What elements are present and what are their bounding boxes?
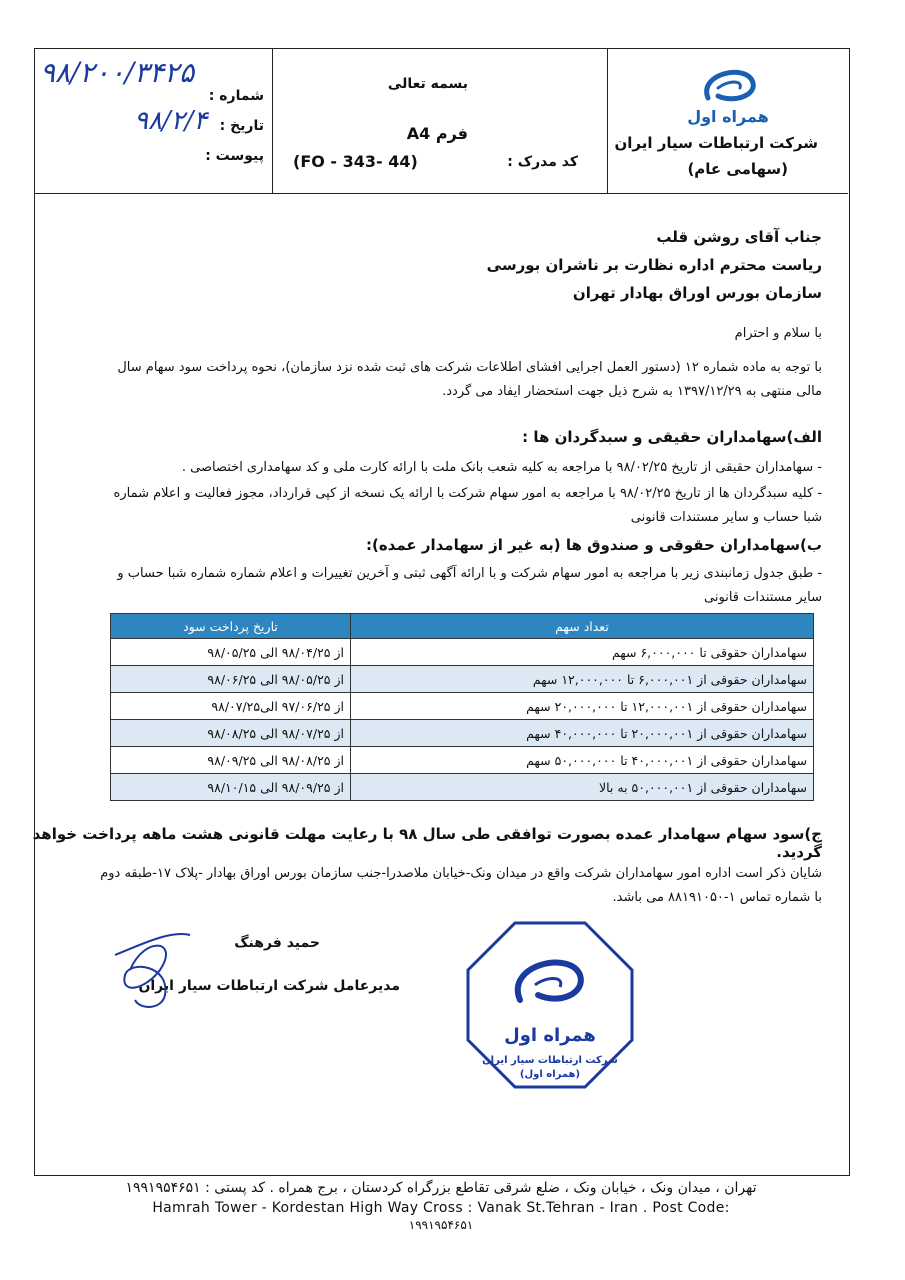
letter-header — [34, 48, 848, 194]
date-label: تاریخ : — [219, 118, 264, 134]
form-info-block — [272, 48, 608, 193]
greeting: با سلام و احترام — [734, 326, 822, 341]
stamp-logo-text: همراه اول — [504, 1025, 596, 1046]
logo-text: همراه اول — [687, 107, 769, 126]
doc-code-label: کد مدرک : — [507, 154, 578, 170]
bismillah: بسمه تعالی — [387, 76, 468, 92]
company-type: (سهامی عام) — [687, 160, 788, 178]
number-label: شماره : — [208, 88, 264, 104]
header-share-count: تعداد سهم — [351, 614, 814, 639]
stamp-subtitle: (همراه اول) — [519, 1069, 581, 1080]
payment-date-cell: از ۹۸/۰۷/۲۵ الی ۹۸/۰۸/۲۵ — [111, 720, 351, 747]
section-a-item-2: - کلیه سبدگردان ها از تاریخ ۹۸/۰۲/۲۵ با مراجعه به امور سهام شرکت با ارائه یک نسخه از کپی قرارداد، مجوز فعالیت و اعلام شماره شبا حساب و سایر مستندات قانونی — [113, 486, 822, 525]
footer-address-fa: تهران ، میدان ونک ، خیابان ونک ، ضلع شرقی تقاطع بزرگراه کردستان ، برج همراه . کد پستی : ۱۹۹۱۹۵۴۶۵۱ — [125, 1180, 757, 1196]
header-payment-date: تاریخ پرداخت سود — [111, 614, 351, 639]
section-a-title: الف)سهامداران حقیقی و سبدگردان ها : — [522, 428, 822, 446]
recipient-line-2: ریاست محترم اداره نظارت بر ناشران بورسی — [486, 256, 822, 274]
section-b-item-1: - طبق جدول زمانبندی زیر با مراجعه به امور سهام شرکت و با ارائه آگهی ثبتی و آخرین تغییرات و اعلام شماره شماره شبا حساب و سایر مستندات قانونی — [117, 566, 822, 605]
signatory-name: حمید فرهنگ — [234, 935, 320, 951]
table-row — [111, 639, 814, 666]
signature-icon — [100, 915, 210, 1015]
company-block — [607, 48, 848, 193]
footer-postcode: ۱۹۹۱۹۵۴۶۵۱ — [408, 1218, 474, 1232]
section-c: ج)سود سهام سهامدار عمده بصورت توافقی طی سال ۹۸ با رعایت مهلت قانونی هشت ماهه پرداخت خواهد گردید. — [32, 825, 822, 861]
company-stamp — [460, 915, 640, 1095]
stamp-octagon-icon — [460, 915, 640, 1095]
signatory-title: مدیرعامل شرکت ارتباطات سیار ایران — [138, 978, 400, 994]
letter-footer — [34, 1180, 848, 1232]
note-paragraph: شایان ذکر است اداره امور سهامداران شرکت واقع در میدان ونک-خیابان ملاصدرا-جنب سازمان بورس اوراق بهادار -پلاک ۱۷-طبقه دوم با شماره تماس ۱-۸۸۱۹۱۰۵۰ می باشد. — [100, 866, 822, 905]
company-logo-icon — [678, 58, 778, 128]
attachment-label: پیوست : — [205, 148, 264, 164]
intro-paragraph: با توجه به ماده شماره ۱۲ (دستور العمل اجرایی افشای اطلاعات شرکت های ثبت شده نزد سازمان)، نحوه پرداخت سود سهام سال مالی منتهی به ۱۳۹۷/۱۲/۲۹ به شرح ذیل جهت استحضار ایفاد می گردد. — [117, 360, 822, 399]
stamp-company: شرکت ارتباطات سیار ایران — [482, 1055, 618, 1066]
share-range-cell: سهامداران حقوقی از ۵۰,۰۰۰,۰۰۱ به بالا — [351, 774, 814, 801]
share-range-cell: سهامداران حقوقی از ۶,۰۰۰,۰۰۱ تا ۱۲,۰۰۰,۰۰۰ سهم — [351, 666, 814, 693]
footer-address-en: Hamrah Tower - Kordestan High Way Cross : Vanak St.Tehran - Iran . Post Code: — [152, 1200, 730, 1216]
table-header-row — [111, 614, 814, 639]
table-row — [111, 747, 814, 774]
payment-date-cell: از ۹۸/۰۴/۲۵ الی ۹۸/۰۵/۲۵ — [111, 639, 351, 666]
share-range-cell: سهامداران حقوقی از ۴۰,۰۰۰,۰۰۱ تا ۵۰,۰۰۰,۰۰۰ سهم — [351, 747, 814, 774]
handwritten-number: ۹۸/۲۰۰/۳۴۲۵ — [40, 56, 195, 89]
share-range-cell: سهامداران حقوقی از ۲۰,۰۰۰,۰۰۱ تا ۴۰,۰۰۰,۰۰۰ سهم — [351, 720, 814, 747]
payment-date-cell: از ۹۸/۰۵/۲۵ الی ۹۸/۰۶/۲۵ — [111, 666, 351, 693]
recipient-line-3: سازمان بورس اوراق بهادار تهران — [572, 284, 822, 302]
company-name: شرکت ارتباطات سیار ایران — [614, 134, 818, 152]
reference-block — [34, 48, 272, 193]
payment-schedule-table — [110, 613, 814, 801]
form-label: فرم A4 — [406, 124, 468, 143]
section-a-item-1: - سهامداران حقیقی از تاریخ ۹۸/۰۲/۲۵ با مراجعه به کلیه شعب بانک ملت با ارائه کارت ملی و کد سهامداری اختصاصی . — [181, 460, 822, 475]
share-range-cell: سهامداران حقوقی از ۱۲,۰۰۰,۰۰۱ تا ۲۰,۰۰۰,۰۰۰ سهم — [351, 693, 814, 720]
handwritten-date: ۹۸/۲/۴ — [134, 106, 208, 136]
table-row — [111, 693, 814, 720]
section-b-title: ب)سهامداران حقوقی و صندوق ها (به غیر از سهامدار عمده): — [365, 536, 822, 554]
table-row — [111, 720, 814, 747]
payment-date-cell: از ۹۸/۰۹/۲۵ الی ۹۸/۱۰/۱۵ — [111, 774, 351, 801]
payment-date-cell: از ۹۷/۰۶/۲۵ الی۹۸/۰۷/۲۵ — [111, 693, 351, 720]
table-row — [111, 774, 814, 801]
table-row — [111, 666, 814, 693]
doc-code: (FO - 343- 44) — [293, 152, 418, 171]
payment-date-cell: از ۹۸/۰۸/۲۵ الی ۹۸/۰۹/۲۵ — [111, 747, 351, 774]
recipient-line-1: جناب آقای روشن قلب — [656, 228, 822, 246]
share-range-cell: سهامداران حقوقی تا ۶,۰۰۰,۰۰۰ سهم — [351, 639, 814, 666]
